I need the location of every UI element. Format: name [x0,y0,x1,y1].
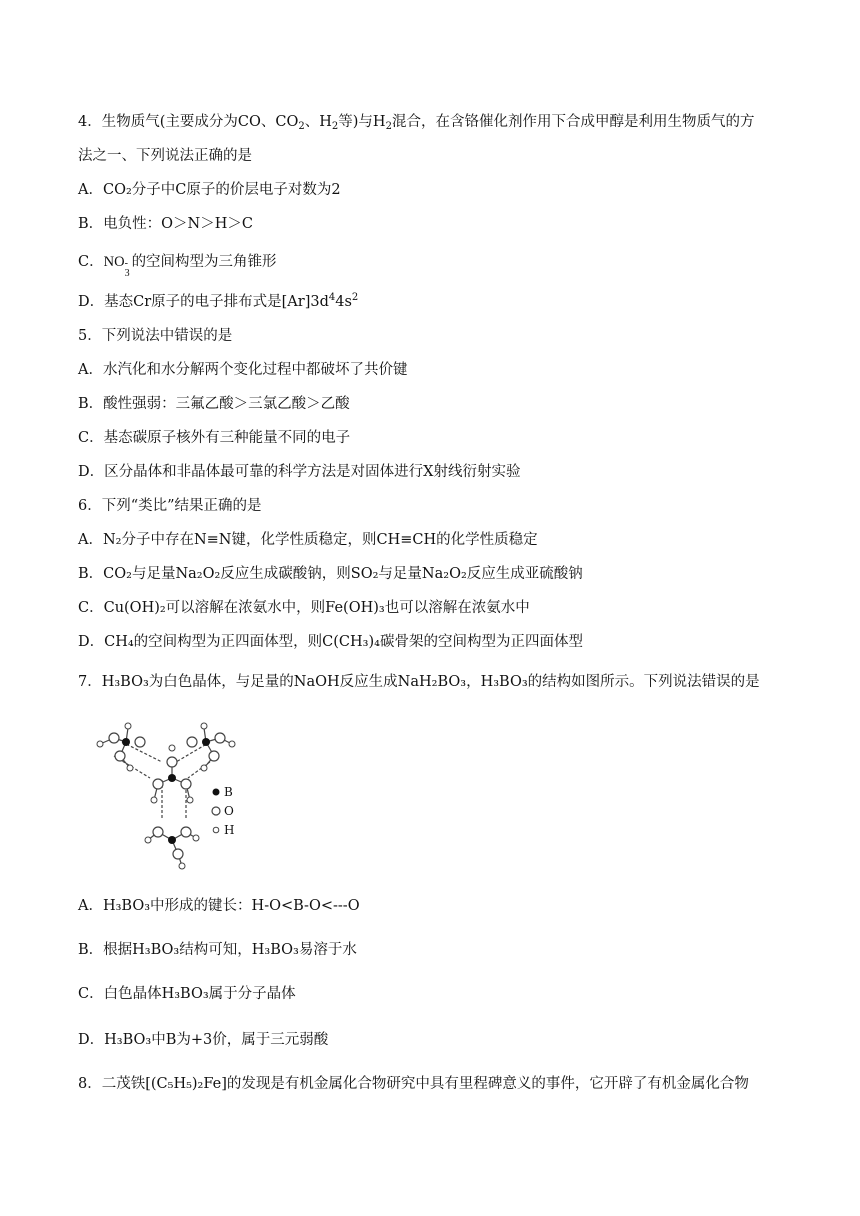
q8-stem: 8．二茂铁[(C₅H₅)₂Fe]的发现是有机金属化合物研究中具有里程碑意义的事件，它开辟了有机金属化合物 [78,1076,749,1092]
q4-option-d-text2: 4s [335,294,352,310]
q4-option-c-label: C． [78,254,104,270]
q4-option-c [78,252,277,279]
q4-stem-part: 混合，在含铬催化剂作用下合成甲醇是利用生物质气的方 [391,114,755,130]
q4-option-a: A．CO₂分子中C原子的价层电子对数为2 [78,182,341,198]
q6-option-b: B．CO₂与足量Na₂O₂反应生成碳酸钠，则SO₂与足量Na₂O₂反应生成亚硫酸钠 [78,566,583,582]
q7-option-d: D．H₃BO₃中B为+3价，属于三元弱酸 [78,1032,329,1048]
q5-option-c: C．基态碳原子核外有三种能量不同的电子 [78,430,351,446]
q7-option-c: C．白色晶体H₃BO₃属于分子晶体 [78,986,296,1002]
legend-oxygen-label: O [224,804,234,818]
q5-option-b: B．酸性强弱：三氟乙酸＞三氯乙酸＞乙酸 [78,396,350,412]
q4-option-d-sup: 4 [328,292,336,303]
q4-stem-line1: 4．生物质气(主要成分为CO、$CO_2$、$H_2$等)与$H_2$混合，在含铬催化剂作用下合成甲醇是利用生物质气的方 [78,114,755,132]
q4-stem-part: 、H [304,114,332,130]
diagram-legend [212,789,220,833]
legend-boron-label: B [224,785,233,799]
legend-hydrogen-label: H [224,823,235,837]
q6-stem: 6．下列“类比”结果正确的是 [78,498,262,514]
q4-option-d-sup2: 2 [351,292,359,303]
q7-option-a: A．H₃BO₃中形成的键长：H-O<B-O<---O [78,898,360,914]
nitrate-formula [103,254,132,279]
q4-option-c-text: 的空间构型为三角锥形 [131,254,277,270]
nitrate-subscript: 3 [124,268,130,279]
q4-option-d [78,292,358,312]
q4-stem-line2: 法之一、下列说法正确的是 [78,148,252,164]
q6-option-d: D．CH₄的空间构型为正四面体型，则C(CH₃)₄碳骨架的空间构型为正四面体型 [78,634,583,650]
q6-option-c: C．Cu(OH)₂可以溶解在浓氨水中，则Fe(OH)₃也可以溶解在浓氨水中 [78,600,530,616]
q5-option-d: D．区分晶体和非晶体最可靠的科学方法是对固体进行X射线衍射实验 [78,464,521,480]
q7-stem: 7．H₃BO₃为白色晶体，与足量的NaOH反应生成NaH₂BO₃，H₃BO₃的结构如图所示。下列说法错误的是 [78,674,760,690]
nitrate-charge: - [124,258,128,269]
q4-stem-part: 4．生物质气(主要成分为CO、CO [78,114,299,130]
q4-stem-part: 等)与H [338,114,386,130]
nitrate-formula-text: NO [103,254,125,270]
q4-option-b: B．电负性：O＞N＞H＞C [78,216,253,232]
q6-option-a: A．N₂分子中存在N≡N键，化学性质稳定，则CH≡CH的化学性质稳定 [78,532,538,548]
q5-option-a: A．水汽化和水分解两个变化过程中都破坏了共价键 [78,362,408,378]
q4-option-d-text: D．基态Cr原子的电子排布式是[Ar]3d [78,294,329,310]
boric-acid-structure-diagram [80,710,280,870]
q7-option-b: B．根据H₃BO₃结构可知，H₃BO₃易溶于水 [78,942,357,958]
q5-stem: 5．下列说法中错误的是 [78,328,233,344]
